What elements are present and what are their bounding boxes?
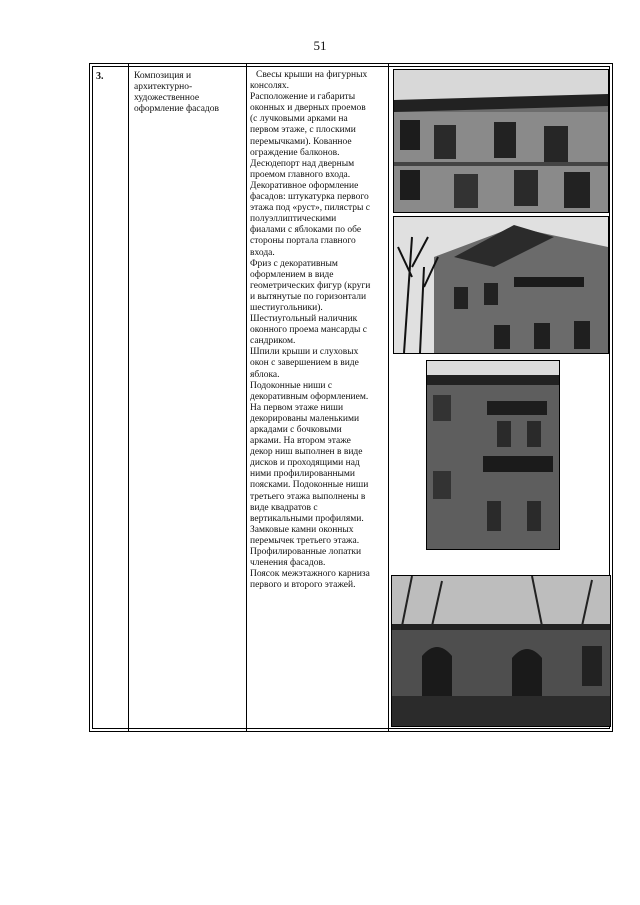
description-line: Фриз с декоративным (250, 258, 338, 269)
description-line: Шестиугольный наличник (250, 314, 358, 325)
row-description (250, 70, 385, 591)
description-line: Свесы крыши на фигурных (256, 70, 368, 80)
description-line: Подоконные ниши с (250, 380, 333, 391)
description-line: первом этаже, с плоскими (250, 125, 356, 136)
description-line: Расположение и габариты (250, 92, 356, 103)
description-line: дисков и проходящими над (250, 458, 360, 469)
description-line: Декоративное оформление (250, 180, 359, 191)
description-line: декоративным оформлением. (250, 391, 369, 402)
description-line: и вытянутые по горизонтали (250, 291, 367, 302)
description-line: Замковые камни оконных (250, 524, 354, 535)
description-line: сандриком. (250, 336, 296, 347)
description-line: Десюдепорт над дверным (250, 158, 355, 169)
description-line: перемычками). Кованное (250, 136, 352, 147)
description-line: шестиугольники). (250, 302, 323, 313)
description-line: проемом главного входа. (250, 169, 351, 180)
title-line: Композиция и (134, 71, 192, 81)
column-divider (388, 64, 389, 731)
row-title (134, 71, 246, 115)
facade-photo-roof-eaves (393, 69, 609, 213)
description-line: полуэллиптическими (250, 214, 337, 225)
description-line: Профилированные лопатки (250, 547, 362, 558)
description-line: фасадов: штукатурка первого (250, 192, 369, 203)
description-line: виде квадратов с (250, 502, 318, 513)
page-number: 51 (313, 38, 327, 53)
row-number: 3. (96, 71, 104, 82)
description-line: вертикальными профилями. (250, 513, 364, 524)
description-line: (с лучковыми арками на (250, 114, 348, 125)
column-divider (246, 64, 247, 731)
description-line: геометрических фигур (круги (250, 280, 371, 291)
description-line: членения фасадов. (250, 558, 326, 569)
facade-photo-tower (426, 360, 560, 550)
description-line: Шпили крыши и слуховых (250, 347, 359, 358)
document-table (89, 63, 613, 732)
description-line: арками. На втором этаже (250, 436, 351, 447)
description-line: ними профилированными (250, 469, 356, 480)
description-line: поясками. Подоконные ниши (250, 480, 369, 491)
description-line: яблока. (250, 369, 280, 380)
facade-photo-balconies (393, 216, 609, 354)
description-line: аркадами с бочковыми (250, 425, 342, 435)
description-line: фиалами с яблоками по обе (250, 225, 362, 236)
description-line: декорированы маленькими (250, 413, 360, 424)
description-line: окон с завершением в виде (250, 358, 359, 369)
description-line: декор ниш выполнен в виде (250, 447, 363, 458)
title-line: художественное (134, 93, 200, 103)
title-line: архитектурно- (134, 82, 193, 92)
description-line: входа. (250, 247, 275, 258)
description-line: стороны портала главного (250, 236, 356, 247)
description-line: оконного проема мансарды с (250, 325, 368, 336)
column-divider (128, 64, 129, 731)
description-line: Поясок межэтажного карниза (250, 569, 370, 580)
description-line: перемычек третьего этажа. (250, 535, 360, 546)
description-line: оформлением в виде (250, 269, 334, 280)
description-line: первого и второго этажей. (250, 580, 356, 591)
description-line: ограждение балконов. (250, 147, 340, 158)
facade-photo-ground-floor (391, 575, 611, 727)
title-line: оформление фасадов (134, 104, 219, 114)
description-line: третьего этажа выполнены в (250, 491, 366, 502)
description-line: этажа под «руст», пилястры с (250, 203, 370, 214)
description-line: На первом этаже ниши (250, 402, 344, 413)
description-line: оконных и дверных проемов (250, 103, 366, 114)
description-line: консолях. (250, 81, 290, 92)
